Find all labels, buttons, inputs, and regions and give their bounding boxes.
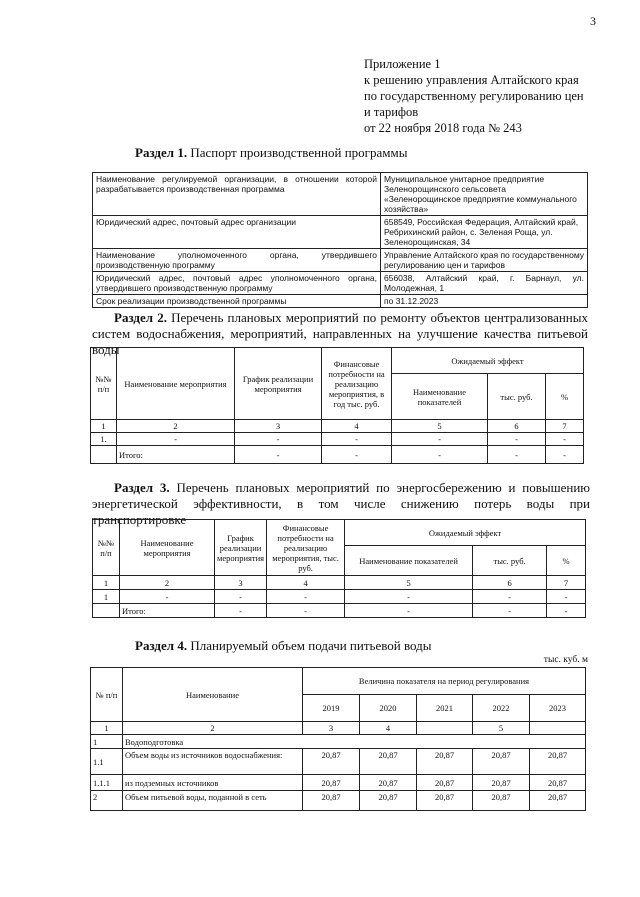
appendix-line: и тарифов: [364, 105, 419, 119]
measures-energy-table: [92, 519, 586, 618]
table-row: 1. - - - - - -: [91, 433, 584, 446]
table-row: Юридический адрес, почтовый адрес уполномоченного органа, утвердившего производственную программу 656038, Алтайский край, г. Барнаул, ул. Молодежная, 1: [93, 272, 588, 295]
table-row: Итого: - - - - -: [91, 446, 584, 464]
section3-title: Раздел 3. Перечень плановых мероприятий по энергосбережению и повышению энергетической эффективности, в том числе снижению потерь воды при транспортировке: [92, 480, 590, 527]
section1-title: Раздел 1. Паспорт производственной программы: [135, 145, 408, 160]
table-header-row: № п/п Наименование Величина показателя на период регулирования: [91, 668, 586, 695]
table-row: Наименование уполномоченного органа, утвердившего производственную программу Управление Алтайского края по государственному регулированию цен и тарифов: [93, 249, 588, 272]
table-row: 1 2 3 4 5: [91, 722, 586, 735]
appendix-line: к решению управления Алтайского края: [364, 73, 579, 87]
appendix-header: [364, 56, 614, 136]
table-row: Юридический адрес, почтовый адрес организации 658549, Российская Федерация, Алтайский край, Ребрихинский район, с. Зеленая Роща, ул. Зеленорощинская, 34: [93, 216, 588, 249]
table-header-row: 2019 2020 2021 2022 2023: [91, 695, 586, 722]
table-row: Итого: - - - - -: [93, 604, 586, 618]
table-header-row: Наименование показателей тыс. руб. %: [93, 546, 586, 576]
appendix-line: по государственному регулированию цен: [364, 89, 584, 103]
table-row: Наименование регулируемой организации, в отношении которой разрабатывается производственная программа Муниципальное унитарное предприятие Зеленорощинского сельсовета «Зеленорощинское предприятие коммунального хозяйства»: [93, 173, 588, 216]
page-number: 3: [590, 14, 596, 28]
table-header-row: №№ п/п Наименование мероприятия График реализации мероприятия Финансовые потребности на реализацию мероприятия, тыс. руб. Ожидаемый эффект: [93, 520, 586, 546]
table-row: 1 2 3 4 5 6 7: [93, 576, 586, 590]
appendix-line: от 22 ноября 2018 года № 243: [364, 121, 522, 135]
passport-table: [92, 172, 588, 308]
table-header-row: Наименование показателей тыс. руб. %: [91, 374, 584, 420]
table-row: 1.1.1 из подземных источников 20,87 20,87 20,87 20,87 20,87: [91, 775, 586, 791]
table-row: 1.1 Объем воды из источников водоснабжения: 20,87 20,87 20,87 20,87 20,87: [91, 749, 586, 775]
section2-title: Раздел 2. Перечень плановых мероприятий по ремонту объектов централизованных систем водоснабжения, мероприятий, направленных на улучшение качества питьевой воды: [92, 310, 588, 357]
appendix-line: Приложение 1: [364, 57, 441, 71]
table-row: Срок реализации производственной программы по 31.12.2023: [93, 295, 588, 308]
section4-title: Раздел 4. Планируемый объем подачи питьевой воды: [135, 638, 432, 653]
table-header-row: №№ п/п Наименование мероприятия График реализации мероприятия Финансовые потребности на реализацию мероприятия, в год тыс. руб. Ожидаемый эффект: [91, 348, 584, 374]
water-supply-table: [90, 667, 586, 811]
table-row: 1 - - - - - -: [93, 590, 586, 604]
measures-repair-table: [90, 347, 584, 464]
table-row: 2 Объем питьевой воды, поданной в сеть 20,87 20,87 20,87 20,87 20,87: [91, 791, 586, 811]
table-row: 1 Водоподготовка: [91, 735, 586, 749]
table-row: 1 2 3 4 5 6 7: [91, 420, 584, 433]
unit-label: тыс. куб. м: [543, 655, 588, 665]
